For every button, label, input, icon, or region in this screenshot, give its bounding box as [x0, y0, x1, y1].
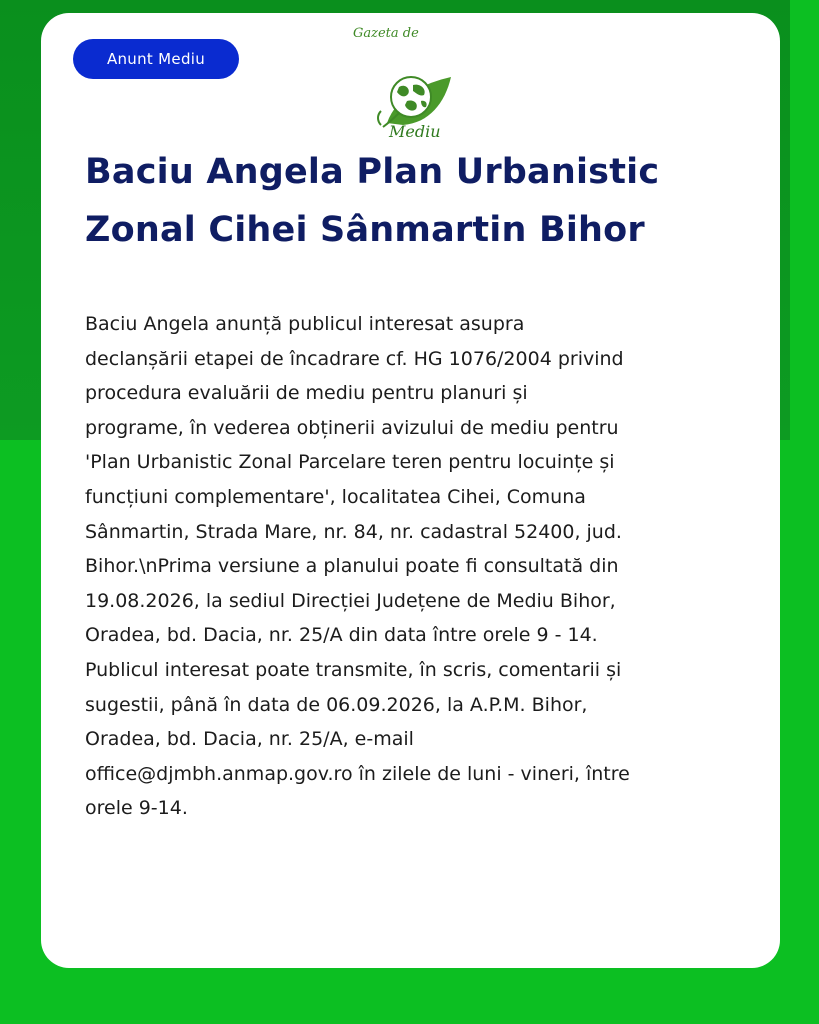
announcement-body: Baciu Angela anunță publicul interesat asupra declanșării etapei de încadrare cf. HG 1076/2004 privind procedura evaluării de mediu pentru planuri și programe, în vederea obținerii avizului de mediu pentru 'Plan Urbanistic Zonal Parcelare teren pentru locuințe și funcțiuni complementare', localitatea Cihei, Comuna Sânmartin, Strada Mare, nr. 84, nr. cadastral 52400, jud. Bihor.\nPrima versiune a planului poate fi consultată din 19.08.2026, la sediul Direcției Județene de Mediu Bihor, Oradea, bd. Dacia, nr. 25/A din data între orele 9 - 14. Publicul interesat poate transmite, în scris, comentarii și sugestii, până în data de 06.09.2026, la A.P.M. Bihor, Oradea, bd. Dacia, nr. 25/A, e-mail office@djmbh.anmap.gov.ro în zilele de luni - vineri, între orele 9-14.: [85, 313, 630, 820]
announcement-card: [41, 13, 780, 968]
logo-text-bottom: Mediu: [389, 122, 441, 141]
logo-text-top: Gazeta de: [353, 26, 419, 41]
gazeta-de-mediu-logo: [353, 26, 463, 147]
category-badge[interactable]: Anunt Mediu: [73, 39, 239, 79]
page-title: Baciu Angela Plan Urbanistic Zonal Cihei Sânmartin Bihor: [85, 152, 660, 250]
